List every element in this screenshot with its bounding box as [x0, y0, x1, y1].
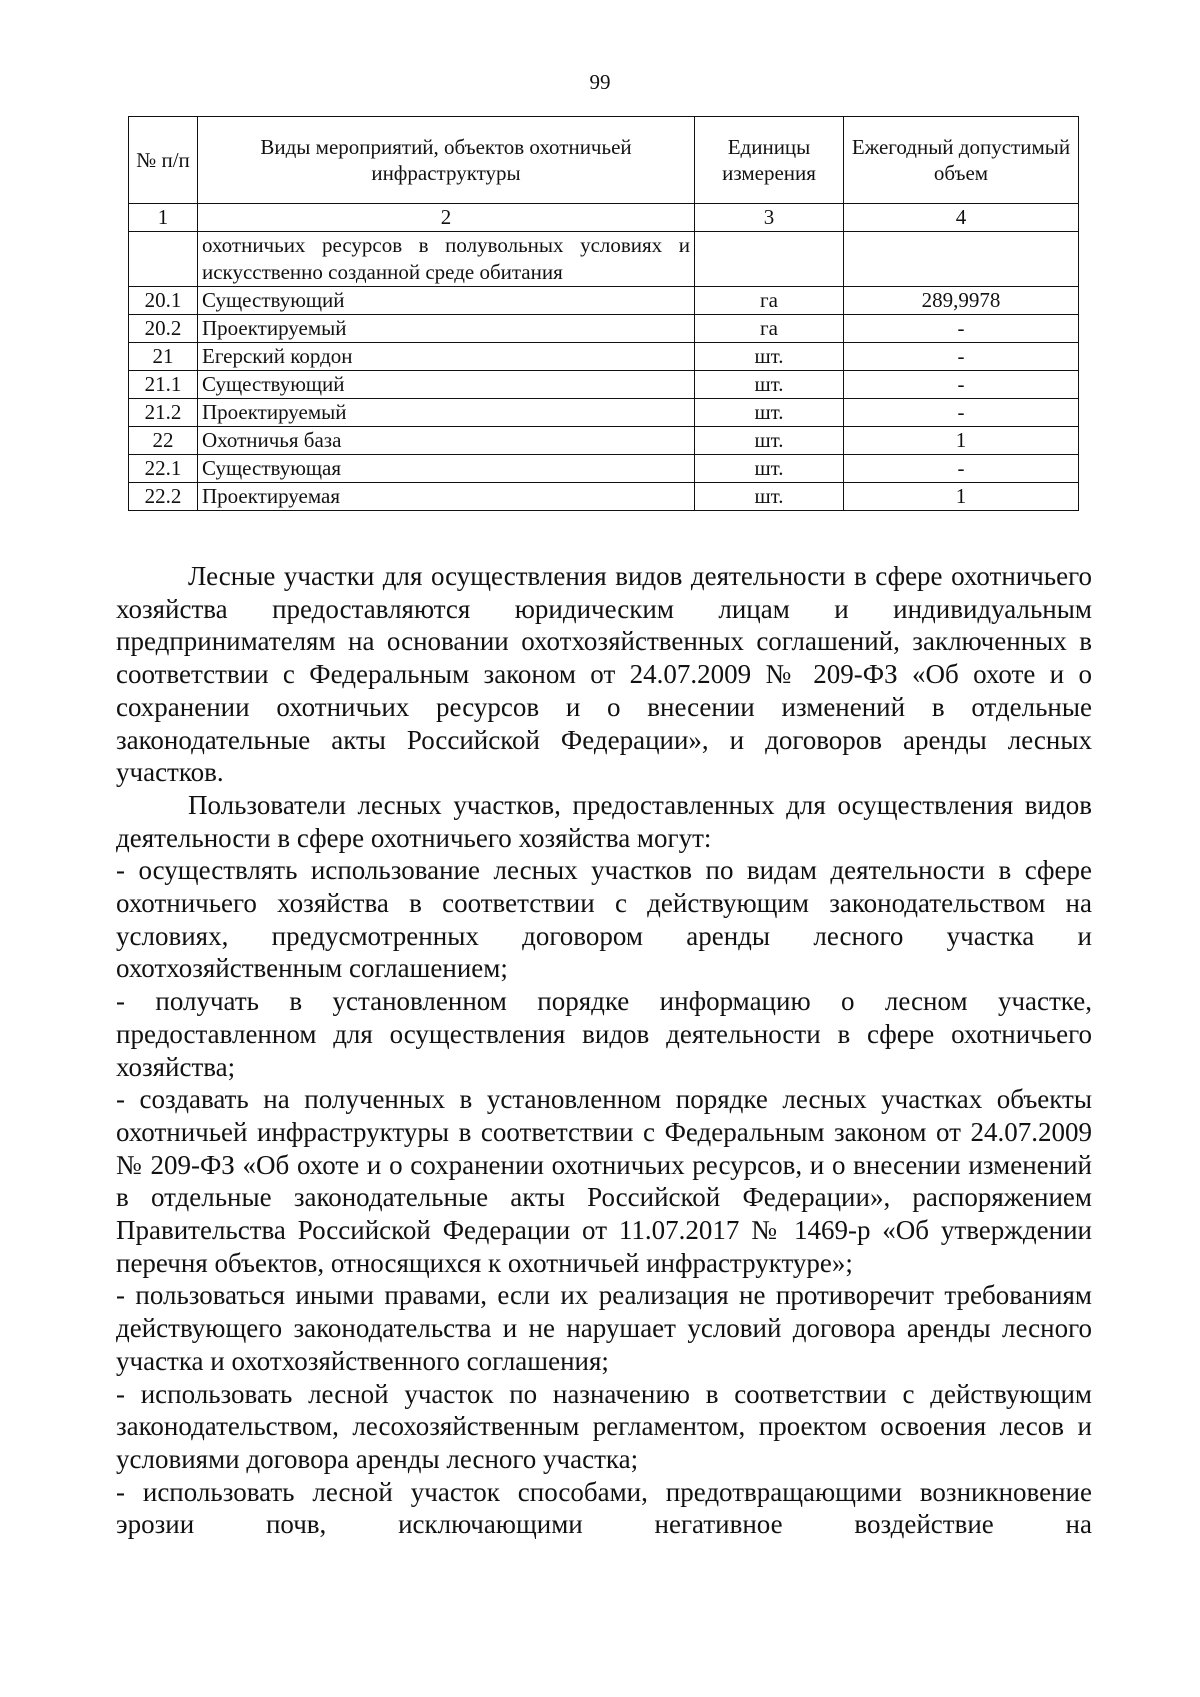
continuation-volume: [844, 232, 1079, 287]
row-name: Существующий: [198, 371, 695, 399]
table-row: [129, 287, 1079, 315]
continuation-line: охотничьих ресурсов в полувольных условиях и: [202, 233, 690, 257]
page-number: 99: [589, 70, 611, 94]
row-name: Проектируемый: [198, 315, 695, 343]
infrastructure-table: [128, 116, 1079, 511]
column-number-row: [129, 204, 1079, 232]
continuation-row: [129, 232, 1079, 287]
row-unit: шт.: [695, 455, 844, 483]
table-row: [129, 483, 1079, 511]
continuation-line: искусственно созданной среде обитания: [202, 260, 563, 284]
list-item: - создавать на полученных в установленном порядке лесных участках объекты охотничьей инфраструктуры в соответствии с Федеральным законом от 24.07.2009 № 209-ФЗ «Об охоте и о сохранении охотничьих ресурсов, и о внесении изменений в отдельные законодательные акты Российской Федерации», распоряжением Правительства Российской Федерации от 11.07.2017 № 1469-р «Об утверждении перечня объектов, относящихся к охотничьей инфраструктуре»;: [116, 1084, 1092, 1278]
table-row: [129, 371, 1079, 399]
row-volume: -: [844, 343, 1079, 371]
header-type: Виды мероприятий, объектов охотничьей инфраструктуры: [198, 117, 695, 204]
row-name: Егерский кордон: [198, 343, 695, 371]
row-unit: шт.: [695, 343, 844, 371]
row-num: 21.1: [129, 371, 198, 399]
list-item: - использовать лесной участок способами, предотвращающими возникновение эрозии почв, исключающими негативное воздействие на: [116, 1476, 1092, 1540]
column-number: 2: [198, 204, 695, 232]
row-num: 22.2: [129, 483, 198, 511]
row-unit: шт.: [695, 399, 844, 427]
row-num: 22: [129, 427, 198, 455]
row-num: 22.1: [129, 455, 198, 483]
row-num: 21: [129, 343, 198, 371]
header-num: № п/п: [129, 117, 198, 204]
table-row: [129, 427, 1079, 455]
row-unit: га: [695, 287, 844, 315]
row-volume: 289,9978: [844, 287, 1079, 315]
row-volume: -: [844, 455, 1079, 483]
column-number: 3: [695, 204, 844, 232]
row-volume: -: [844, 371, 1079, 399]
table-header-row: [129, 117, 1079, 204]
row-unit: шт.: [695, 371, 844, 399]
row-unit: га: [695, 315, 844, 343]
row-name: Проектируемый: [198, 399, 695, 427]
row-name: Проектируемая: [198, 483, 695, 511]
row-num: 20.1: [129, 287, 198, 315]
table-row: [129, 399, 1079, 427]
row-volume: -: [844, 399, 1079, 427]
row-num: 20.2: [129, 315, 198, 343]
column-number: 1: [129, 204, 198, 232]
header-volume: Ежегодный допустимый объем: [844, 117, 1079, 204]
continuation-unit: [695, 232, 844, 287]
table-row: [129, 315, 1079, 343]
paragraph: Пользователи лесных участков, предоставленных для осуществления видов деятельности в сфере охотничьего хозяйства могут:: [116, 789, 1092, 853]
continuation-num: [129, 232, 198, 287]
list-item: - получать в установленном порядке информацию о лесном участке, предоставленном для осуществления видов деятельности в сфере охотничьего хозяйства;: [116, 986, 1092, 1082]
list-item: - использовать лесной участок по назначению в соответствии с действующим законодательством, лесохозяйственным регламентом, проектом освоения лесов и условиями договора аренды лесного участка;: [116, 1378, 1092, 1474]
table-row: [129, 455, 1079, 483]
row-volume: 1: [844, 483, 1079, 511]
row-name: Охотничья база: [198, 427, 695, 455]
body-text: [116, 560, 1092, 1541]
row-name: Существующий: [198, 287, 695, 315]
column-number: 4: [844, 204, 1079, 232]
list-item: - пользоваться иными правами, если их реализация не противоречит требованиям действующего законодательства и не нарушает условий договора аренды лесного участка и охотхозяйственного соглашения;: [116, 1280, 1092, 1376]
continuation-text: [198, 232, 695, 287]
row-name: Существующая: [198, 455, 695, 483]
table-row: [129, 343, 1079, 371]
header-unit: Единицы измерения: [695, 117, 844, 204]
row-unit: шт.: [695, 427, 844, 455]
row-num: 21.2: [129, 399, 198, 427]
list-item: - осуществлять использование лесных участков по видам деятельности в сфере охотничьего хозяйства в соответствии с действующим законодательством на условиях, предусмотренных договором аренды лесного участка и охотхозяйственным соглашением;: [116, 855, 1092, 984]
row-unit: шт.: [695, 483, 844, 511]
row-volume: -: [844, 315, 1079, 343]
paragraph: Лесные участки для осуществления видов деятельности в сфере охотничьего хозяйства предоставляются юридическим лицам и индивидуальным предпринимателям на основании охотхозяйственных соглашений, заключенных в соответствии с Федеральным законом от 24.07.2009 № 209-ФЗ «Об охоте и о сохранении охотничьих ресурсов и о внесении изменений в отдельные законодательные акты Российской Федерации», и договоров аренды лесных участков.: [116, 561, 1092, 788]
row-volume: 1: [844, 427, 1079, 455]
